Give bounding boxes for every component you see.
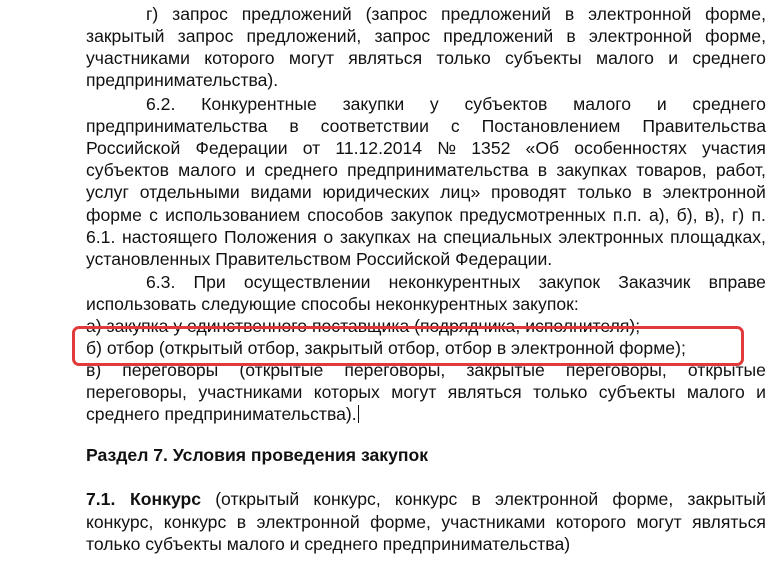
word: которых [313, 382, 380, 402]
word: среднего [692, 94, 766, 114]
word: (запрос [365, 4, 428, 24]
word: проводят [491, 182, 567, 202]
word: являться [447, 382, 522, 402]
word: с [149, 205, 158, 225]
word: предпринимательства [347, 160, 529, 180]
word: запрос [172, 4, 228, 24]
word: переговоры, [86, 382, 187, 402]
word: от [302, 138, 321, 158]
word: которого [555, 512, 627, 532]
word: среднего [264, 160, 338, 180]
word: закупок [390, 205, 453, 225]
word: электронной [588, 4, 692, 24]
word: субъекты [505, 48, 582, 68]
word: г) [146, 4, 159, 24]
word: конкурс, [86, 512, 154, 532]
p-71-line-1 [86, 489, 766, 510]
word: которого [204, 48, 275, 68]
p-63-line-1 [146, 272, 766, 293]
word: закупки [342, 94, 405, 114]
word: способов [307, 205, 384, 225]
p-62-line-6 [86, 205, 766, 226]
word: форме, [705, 26, 766, 46]
word: конкурс [163, 512, 227, 532]
word: конкурс, [313, 489, 381, 509]
p-63-item-a: а) закупка у единственного поставщика (подрядчика, исполнителя); [86, 316, 641, 336]
word: использованием [165, 205, 301, 225]
word: вправе [708, 272, 766, 292]
word: только [436, 48, 491, 68]
word: в [471, 489, 481, 509]
word: предложений, [246, 26, 362, 46]
word: и [245, 160, 256, 180]
word: в) [86, 360, 102, 380]
word: переговоры [122, 360, 219, 380]
word: закрытый [687, 489, 766, 509]
word: форме, [612, 489, 674, 509]
section-7-heading: Раздел 7. Условия проведения закупок [86, 445, 429, 465]
word: и [656, 94, 667, 114]
word: только [533, 382, 588, 402]
p-62-line-1 [146, 94, 766, 115]
word: открытые [687, 360, 766, 380]
word: в [642, 182, 652, 202]
word: юридических [322, 182, 430, 202]
p-g-line-1 [146, 4, 766, 25]
p-g-line-2 [86, 26, 766, 47]
word: Федерации [195, 138, 288, 158]
word: переговоры, [344, 360, 446, 380]
word: являться [348, 48, 423, 68]
word: с [450, 116, 460, 136]
word: 6.2. [146, 94, 176, 114]
p-63-item-v-line-2 [86, 382, 766, 403]
word: (открытый [215, 489, 300, 509]
word: предложений [443, 26, 554, 46]
word: (открытые [239, 360, 324, 380]
word: субъектов [464, 94, 548, 114]
word: 6.3. [146, 272, 176, 292]
word: Российской [86, 138, 181, 158]
word: Правительства [642, 116, 766, 136]
p-71-line-3: только субъекты малого и среднего предпринимательства) [86, 534, 571, 554]
word: могут [391, 382, 437, 402]
word: г) [731, 205, 745, 225]
word: электронной [495, 489, 599, 509]
word: товаров, [636, 160, 707, 180]
word: Постановлением [481, 116, 621, 136]
word: среднего [692, 48, 766, 68]
word: закрытый [86, 26, 165, 46]
p-71-number: 7.1. [86, 489, 116, 509]
word: соответствии [320, 116, 429, 136]
word: участниками [86, 48, 190, 68]
p-62-line-7 [86, 227, 766, 248]
word: в [537, 160, 548, 180]
highlight-box [72, 326, 744, 366]
word: в), [704, 205, 725, 225]
word: и [756, 382, 766, 402]
word: предусмотренных [459, 205, 606, 225]
p-63-item-v-line-3 [86, 404, 783, 425]
word: специальных [443, 227, 552, 247]
p-62-line-5 [86, 182, 766, 203]
word: форме [86, 205, 142, 225]
word: 11.12.2014 [335, 138, 423, 158]
word: закупок [538, 272, 601, 292]
word: участниками [198, 382, 303, 402]
word: и [668, 48, 679, 68]
word: Положения [224, 227, 317, 247]
text-cursor [358, 405, 359, 423]
word: неконкурентных [388, 272, 521, 292]
word: п. [751, 205, 766, 225]
word: малого [573, 94, 632, 114]
word: закупках [339, 227, 411, 247]
word: переговоры, [565, 360, 667, 380]
word: участия [701, 138, 766, 158]
word: закрытые [466, 360, 545, 380]
word: предложений [241, 4, 352, 24]
word: субъекты [598, 382, 676, 402]
word: конкурс [394, 489, 458, 509]
word: запрос [177, 26, 234, 46]
word: п.п. [612, 205, 642, 225]
word: у [429, 94, 439, 114]
word: малого [595, 48, 654, 68]
word: могут [288, 48, 334, 68]
p-71-term: Конкурс [130, 489, 202, 509]
word: настоящего [122, 227, 218, 247]
word: услуг [86, 182, 129, 202]
word: форме, [370, 512, 431, 532]
p-63-line-2: использовать следующие способы неконкурентных закупок: [86, 294, 579, 314]
word: форме, [705, 4, 766, 24]
p-g-line-3 [86, 48, 766, 69]
p-62-line-8: установленных Правительством Российской Федерации. [86, 249, 553, 269]
word: запрос [374, 26, 431, 46]
word: малого [686, 382, 745, 402]
word: закупках [556, 160, 628, 180]
p-62-line-4 [86, 160, 766, 181]
word: электронных [558, 227, 664, 247]
word: № [437, 138, 457, 158]
word: в [236, 512, 247, 532]
p-71-line-2 [86, 512, 766, 533]
word: о [323, 227, 334, 247]
word: являться [692, 512, 766, 532]
word: только [577, 182, 632, 202]
word: могут [636, 512, 682, 532]
p-62-line-3 [86, 138, 766, 159]
p-63-item-v-line-3-text: среднего предпринимательства). [86, 404, 357, 424]
word: электронной [662, 182, 766, 202]
word: а), [648, 205, 670, 225]
word: в [564, 4, 575, 24]
word: электронной [256, 512, 360, 532]
word: на [417, 227, 437, 247]
word: Заказчик [618, 272, 691, 292]
word: особенностях [574, 138, 687, 158]
word: предложений [441, 4, 551, 24]
word: Конкурентные [201, 94, 317, 114]
word: участниками [441, 512, 546, 532]
word: лиц» [440, 182, 481, 202]
word: малого [178, 160, 237, 180]
word: «Об [525, 138, 560, 158]
word: работ, [715, 160, 766, 180]
word: видами [250, 182, 312, 202]
word: электронной [588, 26, 693, 46]
p-71-lead [86, 489, 201, 510]
word: субъектов [86, 160, 169, 180]
word: в [566, 26, 576, 46]
word: отдельными [139, 182, 240, 202]
p-63-item-b: б) отбор (открытый отбор, закрытый отбор, отбор в электронной форме); [86, 338, 686, 358]
word: б), [676, 205, 698, 225]
word: площадках, [670, 227, 766, 247]
word: При [193, 272, 226, 292]
word: осуществлении [243, 272, 371, 292]
word: 6.1. [86, 227, 116, 247]
p-62-line-2 [86, 116, 766, 137]
word: в [289, 116, 299, 136]
word: 1352 [471, 138, 511, 158]
p-g-line-4: предпринимательства). [86, 70, 279, 90]
word: предпринимательства [86, 116, 268, 136]
